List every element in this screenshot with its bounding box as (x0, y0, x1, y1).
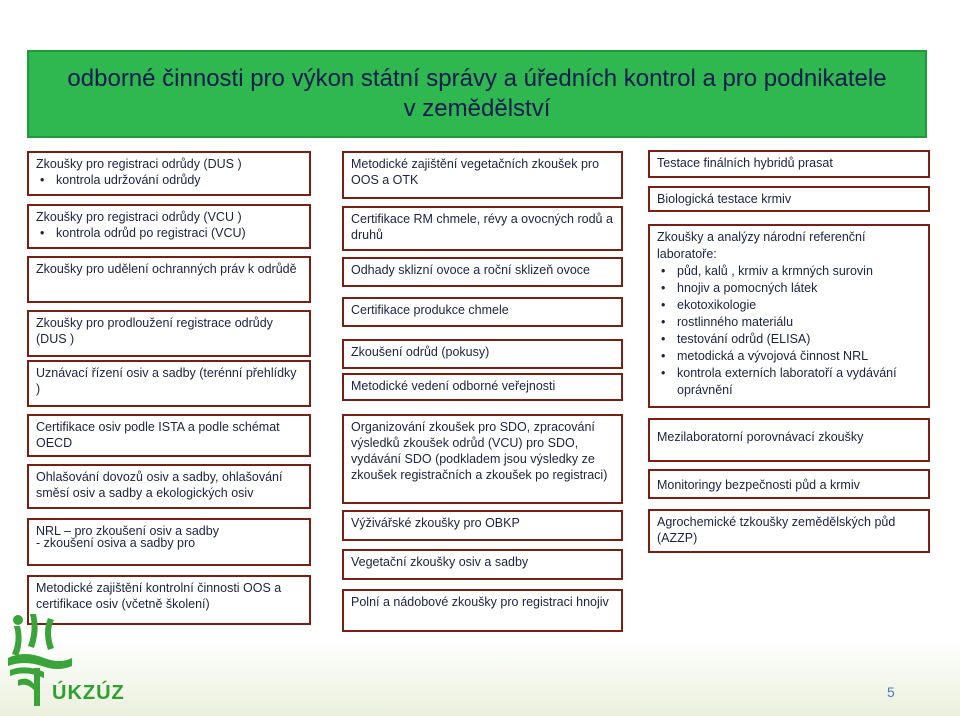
right-box-monitoringy (648, 469, 930, 499)
page-number: 5 (887, 684, 895, 700)
bullet-item: • půd, kalů , krmiv a krmných surovin (657, 263, 921, 280)
right-box-nrl-laboratore (648, 224, 930, 408)
title-banner (27, 50, 927, 138)
right-box-agrochemicke (648, 509, 930, 553)
box-text: Ohlašování dovozů osiv a sadby, ohlašování směsí osiv a sadby a ekologických osiv (36, 470, 283, 500)
left-box-prodlouzeni (27, 310, 311, 357)
middle-box-metodicke-vedeni (342, 373, 623, 401)
box-text: Vegetační zkoušky osiv a sadby (351, 555, 529, 569)
box-text: Odhady sklizní ovoce a roční sklizeň ovoce (351, 263, 591, 277)
left-box-dus (27, 151, 311, 196)
box-text: Organizování zkoušek pro SDO, zpracování výsledků zkoušek odrůd (VCU) pro SDO, vydávání SDO (podkladem jsou výsledky ze zkoušek registračních a zkoušek po registraci) (351, 420, 608, 482)
left-box-ochranna-prava (27, 256, 311, 303)
box-text-line-2: - zkoušení osiva a sadby pro (36, 536, 196, 550)
bullet-item: • testování odrůd (ELISA) (657, 331, 921, 348)
middle-box-organizovani-sdo (342, 414, 623, 504)
middle-box-vyzivarske (342, 510, 623, 541)
middle-box-certifikace-chmele (342, 297, 623, 327)
box-text-line-1: NRL – pro zkoušení osiv a sadby (36, 524, 219, 538)
middle-box-odhady-sklizni (342, 257, 623, 287)
bullet-item: • metodická a vývojová činnost NRL (657, 348, 921, 365)
box-heading: Zkoušky pro registraci odrůdy (VCU ) (36, 210, 242, 224)
middle-box-metodicke-vegetacni (342, 151, 623, 199)
box-text: Biologická testace krmiv (657, 192, 792, 206)
box-text: Zkoušky pro prodloužení registrace odrůdy (DUS ) (36, 316, 273, 346)
bullet-item: • kontrola odrůd po registraci (VCU) (36, 225, 302, 241)
left-box-nrl (27, 518, 311, 566)
left-box-ohlasovani (27, 464, 311, 509)
box-text: Zkoušky pro udělení ochranných práv k odrůdě (36, 262, 297, 276)
right-box-testace-hybridu (648, 150, 930, 178)
left-box-vcu (27, 204, 311, 249)
bullet-item: • kontrola udržování odrůdy (36, 172, 302, 188)
box-text: Mezilaboratorní porovnávací zkoušky (657, 430, 864, 444)
box-text: Certifikace produkce chmele (351, 303, 509, 317)
bullet-item: • ekotoxikologie (657, 297, 921, 314)
middle-box-certifikace-rm (342, 206, 623, 251)
right-box-biologicka-testace (648, 186, 930, 212)
right-box-mezilaboratorni (648, 418, 930, 462)
box-text: Agrochemické tzkoušky zemědělských půd (AZZP) (657, 515, 896, 545)
box-text: Metodické zajištění vegetačních zkoušek pro OOS a OTK (351, 157, 600, 187)
middle-box-vegetacni-osiv (342, 549, 623, 580)
box-heading: Zkoušky pro registraci odrůdy (DUS ) (36, 157, 242, 171)
box-text: Metodické vedení odborné veřejnosti (351, 379, 556, 393)
title-line-2: v zemědělství (403, 95, 551, 122)
bullet-item: • kontrola externích laboratoří a vydávání oprávnění (657, 365, 921, 399)
box-text: Metodické zajištění kontrolní činnosti OOS a certifikace osiv (včetně školení) (36, 581, 282, 611)
box-text: Uznávací řízení osiv a sadby (terénní přehlídky ) (36, 366, 297, 396)
box-text: Zkoušení odrůd (pokusy) (351, 345, 490, 359)
middle-box-zkouseni-odrud (342, 339, 623, 369)
middle-box-polni-nadobove (342, 589, 623, 632)
left-box-certifikace-ista (27, 414, 311, 457)
box-text: Polní a nádobové zkoušky pro registraci hnojiv (351, 595, 609, 609)
box-text: Monitoringy bezpečnosti půd a krmiv (657, 478, 860, 492)
box-text: Výživářské zkoušky pro OBKP (351, 516, 520, 530)
brand-name: ÚKZÚZ (52, 682, 125, 704)
title-line-1: odborné činnosti pro výkon státní správy a úředních kontrol a pro podnikatele (67, 65, 887, 92)
box-heading: Zkoušky a analýzy národní referenční laboratoře: (657, 230, 866, 261)
box-text: Testace finálních hybridů prasat (657, 156, 833, 170)
footer-background (0, 640, 960, 716)
bullet-item: • rostlinného materiálu (657, 314, 921, 331)
box-text: Certifikace RM chmele, révy a ovocných rodů a druhů (351, 212, 613, 242)
box-text: Certifikace osiv podle ISTA a podle schémat OECD (36, 420, 280, 450)
left-box-uznavaci-rizeni (27, 360, 311, 407)
bullet-item: • hnojiv a pomocných látek (657, 280, 921, 297)
